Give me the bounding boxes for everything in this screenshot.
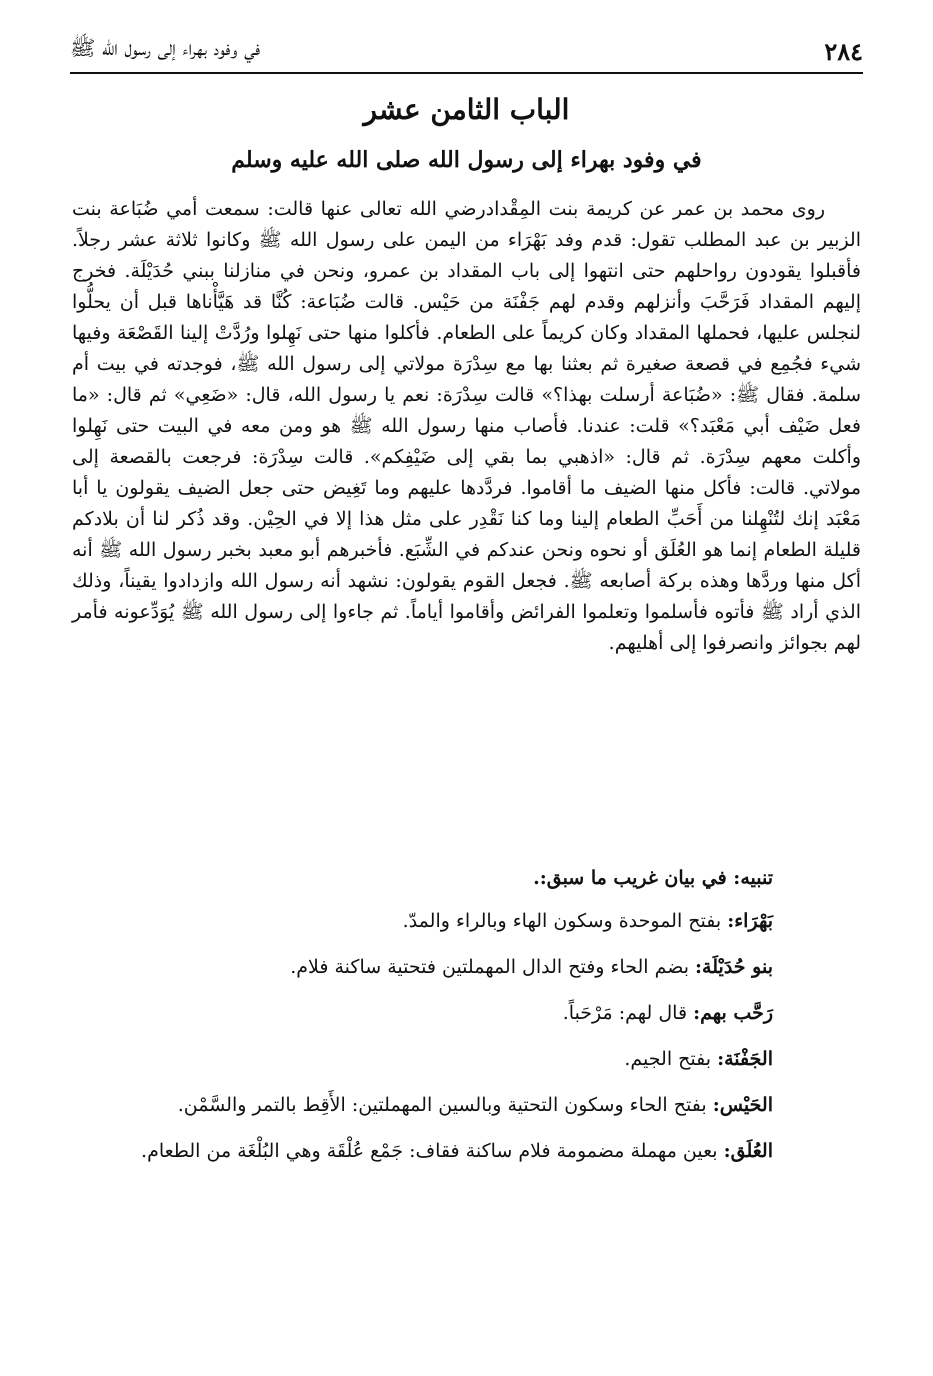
glossary-term: الجَفْنَة: <box>717 1048 773 1070</box>
page-number: ٢٨٤ <box>824 37 863 66</box>
glossary-entry <box>72 1136 773 1166</box>
glossary-term: الحَيْس: <box>712 1094 773 1116</box>
glossary-entry <box>72 906 773 936</box>
body-text <box>72 194 861 659</box>
running-title: في وفود بهراء إلى رسول الله ﷺ <box>70 36 261 60</box>
glossary-notes <box>72 858 773 1182</box>
glossary-definition: قال لهم: مَرْحَباً. <box>562 1002 694 1024</box>
glossary-entry <box>72 1090 773 1120</box>
chapter-subtitle: في وفود بهراء إلى رسول الله صلى الله عليه وسلم <box>231 147 702 173</box>
notes-heading: تنبيه: في بيان غريب ما سبق:. <box>533 867 773 889</box>
chapter-title: الباب الثامن عشر <box>363 93 570 126</box>
glossary-term: بنو حُدَيْلَة: <box>695 956 773 978</box>
glossary-entry <box>72 952 773 982</box>
glossary-term: العُلَق: <box>723 1140 773 1162</box>
glossary-definition: بفتح الجيم. <box>624 1048 718 1070</box>
glossary-definition: بفتح الموحدة وسكون الهاء وبالراء والمدّ. <box>402 910 728 932</box>
glossary-entry <box>72 1044 773 1074</box>
glossary-definition: بعين مهملة مضمومة فلام ساكنة فقاف: جَمْع عُلْقَة وهي البُلْغَة من الطعام. <box>141 1140 724 1162</box>
glossary-entry <box>72 998 773 1028</box>
glossary-term: رَحَّب بهم: <box>693 1002 773 1024</box>
glossary-definition: بضم الحاء وفتح الدال المهملتين فتحتية ساكنة فلام. <box>290 956 696 978</box>
glossary-definition: بفتح الحاء وسكون التحتية وبالسين المهملتين: الأَقِط بالتمر والسَّمْن. <box>177 1094 713 1116</box>
body-paragraph: روى محمد بن عمر عن كريمة بنت المِقْدادرضي الله تعالى عنها قالت: سمعت أمي ضُبَاعة بنت الزبير بن عبد المطلب تقول: قدم وفد بَهْرَاء من اليمن على رسول الله ﷺ وكانوا ثلاثة عشر رجلاً. فأقبلوا يقودون رواحلهم حتى انتهوا إلى باب المقداد بن عمرو، ونحن في منازلنا ببني حُدَيْلَة. فخرج إليهم المقداد فَرَحَّبَ وأنزلهم وقدم لهم جَفْنَة من حَيْس. قالت ضُبَاعة: كُنَّا قد هَيَّأْناها قبل أن يحلُّوا لنجلس عليها، فحملها المقداد وكان كريماً على الطعام. فأكلوا منها حتى نَهِلوا ورُدَّتْ إلينا القَصْعَة وفيها شيء فجُمِع في قصعة صغيرة ثم بعثنا بها مع سِدْرَة مولاتي إلى رسول الله ﷺ، فوجدته في بيت أم سلمة. فقال ﷺ: «ضُبَاعة أرسلت بهذا؟» قالت سِدْرَة: نعم يا رسول الله، قال: «ضَعِي» ثم قال: «ما فعل ضَيْف أبي مَعْبَد؟» قلت: عندنا. فأصاب منها رسول الله ﷺ هو ومن معه في البيت حتى نَهِلوا وأكلت معهم سِدْرَة. ثم قال: «اذهبي بما بقي إلى ضَيْفِكم». قالت سِدْرَة: فرجعت بالقصعة إلى مولاتي. قالت: فأكل منها الضيف ما أقاموا. فردَّدها عليهم وما تَغِيض حتى جعل الضيف يقولون يا أبا مَعْبَد إنك لتُنْهِلنا من أَحَبِّ الطعام إلينا وما كنا نَقْدِر على مثل هذا إلا في الحِيْن. وقد ذُكر لنا أن بلادكم قليلة الطعام إنما هو العُلَق أو نحوه ونحن عندكم في الشِّبَع. فأخبرهم أبو معبد بخبر رسول الله ﷺ أنه أكل منها وردَّها وهذه بركة أصابعه ﷺ. فجعل القوم يقولون: نشهد أنه رسول الله وازدادوا يقيناً، وذلك الذي أراد ﷺ فأتوه فأسلموا وتعلموا الفرائض وأقاموا أياماً. ثم جاءوا إلى رسول الله ﷺ يُوَدِّعونه فأمر لهم بجوائز وانصرفوا إلى أهليهم. <box>72 198 861 654</box>
header-rule <box>70 72 863 74</box>
running-header <box>70 30 863 66</box>
glossary-term: بَهْرَاء: <box>727 910 773 932</box>
